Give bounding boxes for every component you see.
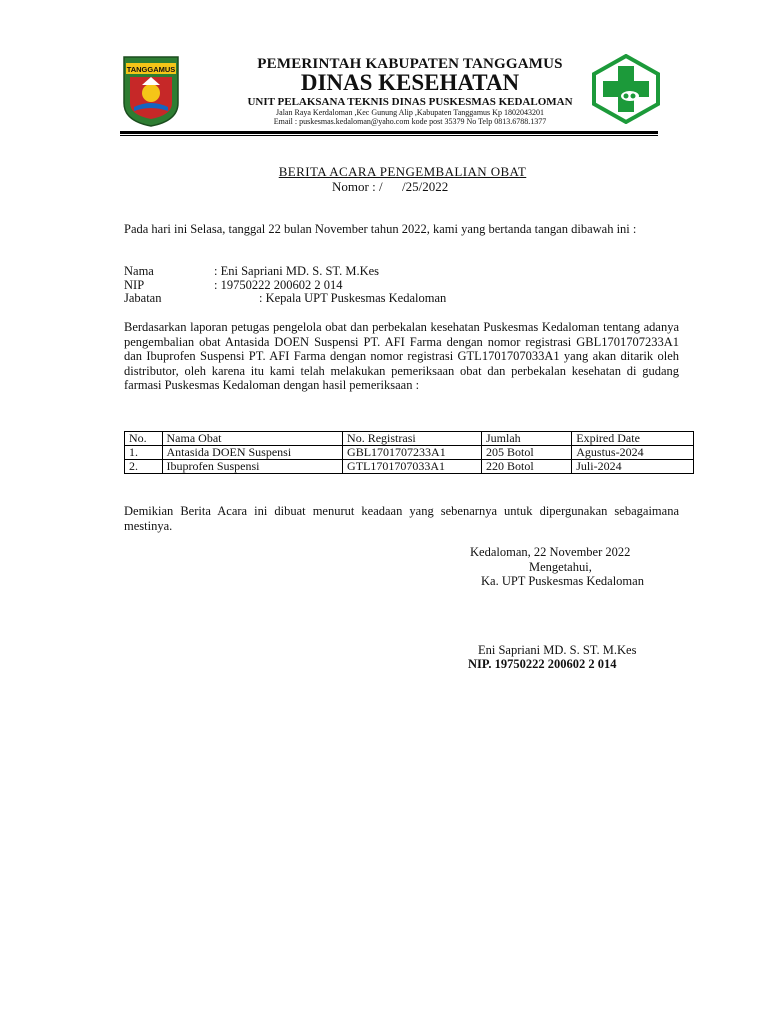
header-jumlah: Jumlah: [482, 432, 572, 446]
table-row: [125, 460, 694, 474]
health-cross-logo: [592, 54, 660, 124]
cell-no: 1.: [125, 446, 163, 460]
signature-acknowledge: Mengetahui,: [529, 560, 592, 574]
signature-position: Ka. UPT Puskesmas Kedaloman: [481, 574, 644, 588]
cell-nama-obat: Ibuprofen Suspensi: [162, 460, 343, 474]
header-no: No.: [125, 432, 163, 446]
cell-no-registrasi: GBL1701707233A1: [343, 446, 482, 460]
cell-no: 2.: [125, 460, 163, 474]
body-paragraph: Berdasarkan laporan petugas pengelola obat dan perbekalan kesehatan Puskesmas Kedaloman tentang adanya pengembalian obat Antasida DOEN Suspensi PT. AFI Farma dengan nomor registrasi GBL1701707233A1 dan Ibuprofen Suspensi PT. AFI Farma dengan nomor registrasi GTL1701707033A1 yang akan ditarik oleh distributor, oleh karena itu kami telah melakukan pemeriksaan obat dan perbekalan kesehatan di gudang farmasi Puskesmas Kedaloman dengan hasil pemeriksaan :: [124, 320, 679, 392]
government-line: PEMERINTAH KABUPATEN TANGGAMUS: [257, 56, 563, 72]
opening-paragraph: Pada hari ini Selasa, tanggal 22 bulan November tahun 2022, kami yang bertanda tangan dibawah ini :: [124, 222, 637, 236]
signature-place-date: Kedaloman, 22 November 2022: [470, 545, 631, 559]
medicine-table: [124, 431, 694, 474]
field-value-nip: : 19750222 200602 2 014: [214, 278, 343, 292]
unit-name: UNIT PELAKSANA TEKNIS DINAS PUSKESMAS KEDALOMAN: [247, 96, 573, 108]
signature-name: Eni Sapriani MD. S. ST. M.Kes: [478, 643, 637, 657]
table-row: [125, 446, 694, 460]
field-value-jabatan: : Kepala UPT Puskesmas Kedaloman: [259, 291, 447, 305]
seal-label: TANGGAMUS: [126, 65, 176, 74]
field-label-nama: Nama: [124, 264, 154, 278]
tanggamus-seal-logo: [122, 55, 180, 127]
agency-name: DINAS KESEHATAN: [300, 70, 520, 95]
field-value-nama: : Eni Sapriani MD. S. ST. M.Kes: [214, 264, 380, 278]
field-label-nip: NIP: [124, 278, 145, 292]
header-nama-obat: Nama Obat: [162, 432, 343, 446]
cell-no-registrasi: GTL1701707033A1: [343, 460, 482, 474]
cell-jumlah: 205 Botol: [482, 446, 572, 460]
document-title: BERITA ACARA PENGEMBALIAN OBAT: [278, 164, 527, 179]
cell-jumlah: 220 Botol: [482, 460, 572, 474]
header-rule-thin: [120, 135, 658, 136]
signature-nip: NIP. 19750222 200602 2 014: [468, 657, 617, 671]
header-expired-date: Expired Date: [572, 432, 694, 446]
field-label-jabatan: Jabatan: [124, 291, 162, 305]
closing-paragraph: Demikian Berita Acara ini dibuat menurut keadaan yang sebenarnya untuk dipergunakan sebagaimana mestinya.: [124, 504, 679, 533]
cell-expired-date: Juli-2024: [572, 460, 694, 474]
header-no-registrasi: No. Registrasi: [343, 432, 482, 446]
address-line: Jalan Raya Kerdaloman ,Kec Gunung Alip ,Kabupaten Tanggamus Kp 1802043201: [276, 108, 544, 117]
header-rule-thick: [120, 131, 658, 134]
contact-line: Email : puskesmas.kedaloman@yaho.com kode post 35379 No Telp 0813.6788.1377: [273, 117, 547, 126]
table-header-row: [125, 432, 694, 446]
document-number: Nomor : / /25/2022: [332, 179, 449, 194]
cell-nama-obat: Antasida DOEN Suspensi: [162, 446, 343, 460]
cell-expired-date: Agustus-2024: [572, 446, 694, 460]
